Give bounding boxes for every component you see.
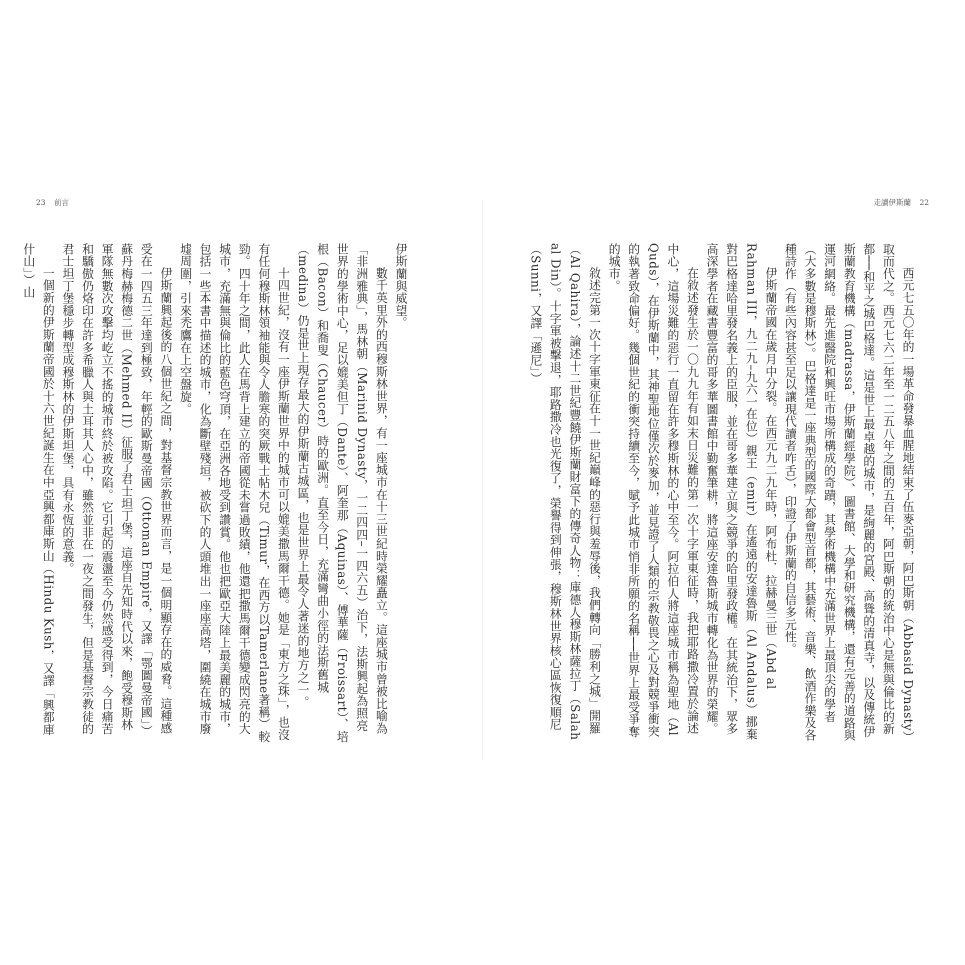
paragraph: 在敘述發生於一〇九九年有如末日災難的第一次十字軍東征時，我把耶路撒冷置於論述中心，這場災難的惡行一直留在許多穆斯林的心中至今。阿拉伯人將這座城市稱為聖地（Al Quds），在伊斯蘭中，其神聖地位僅次於麥加，並見證了人類的宗教敬畏之心及對競爭衝突的執著致命偏好。幾個世紀的衝突持續至今，賦予此城市悄非所願的名稱──世界上最受爭奪的城市。 <box>607 243 700 738</box>
paragraph: 一個新的伊斯蘭帝國於十六世紀誕生在中亞興都庫斯山（Hindu Kush，又譯「興都庫什山」）山 <box>21 243 56 736</box>
paragraph: 西元七五〇年的一場革命發暴血腥地結束了伍麥亞朝，阿巴斯朝（Abbasid Dynasty）取而代之。西元七六二年至一二五八年之間的五百年，阿巴斯朝的統治中心是無與倫比的新都──和平之城巴格達。這是世上最卓越的城市，是絢麗的宮殿、高聳的清真寺，以及傳統伊斯蘭教育機構（madrassa，伊斯蘭經學院）、圖書館、大學和研究機構，還有完善的道路與運河網絡。最先進醫院和興旺市場所構成的奇蹟，其學術機構中充滿世界上最頂尖的學者（大多數是穆斯林）。巴格達是一座典型的國際大都會型首都，其藝術、音樂、飲酒作樂及各種詩作（有些內容甚至足以讓現代讀者咋舌），印證了伊斯蘭的自信多元性。 <box>783 243 915 742</box>
right-page-number: 22 <box>919 198 929 207</box>
left-page-header <box>33 197 72 208</box>
paragraph: 十四世紀，沒有一座伊斯蘭世界中的城市可以媲美撒馬爾干德。她是「東方之珠」，也沒有任何穆斯林領袖能與令人膽寒的突厥戰士帖木兒（Timur，在西方以Tamerlane著稱）較勁。四十年之間，此人在馬背上建立的帝國從未嘗過敗績，他還把撒馬爾干德變成閃亮的大城市，充滿無與倫比的藍色穹頂，在亞洲各地受到讚賞。他也把歐亞大陸上最美麗的城市，包括一些本書中描述的城市，化為斷壁殘垣，被砍下的人頭堆出一座座高塔，圍繞在城市廢墟周圍，引來禿鷹在上空盤旋。 <box>178 243 291 743</box>
left-page-number: 23 <box>36 198 46 207</box>
paragraph: 敘述完第一次十字軍東征在十一世紀巔峰的惡行與羞辱後，我們轉向「勝利之城」開羅（Al Qahira），論述十二世紀豐饒伊斯蘭財富下的傳奇人物：庫德人穆斯林薩拉丁（Salah al Din）。十字軍被擊退，耶路撒冷也光復了，榮譽得到伸張，穆斯林世界核心區恢復順尼（Sunni，又譯「遜尼」） <box>528 243 602 741</box>
left-page-body <box>21 243 410 743</box>
page-gutter <box>482 200 483 760</box>
right-page-header <box>871 197 932 208</box>
right-running-title: 走讀伊斯蘭 <box>873 198 912 207</box>
left-running-title: 前言 <box>53 198 69 207</box>
paragraph: 伊斯蘭興起後的八個世紀之間，對基督宗教世界而言，是一個明顯存在的威脅。這種感受在一四五三年達到極致，年輕的歐斯曼帝國（Ottoman Empire，又譯「鄂圖曼帝國」）蘇丹梅赫梅德二世（Mehmed II）征服了君士坦丁堡，這座自先知時代以來，飽受穆斯林軍隊無數次攻擊均屹立不搖的城市終於被攻陷。它引起的震盪至今仍然感受得到，今日痛苦和驕傲仍烙印在許多希臘人與土耳其人心中，雖然並非在一夜之間發生，但是基督宗教徒的君士坦丁堡穩步轉型成穆斯林的伊斯坦堡，具有永恆的意義。 <box>60 243 173 738</box>
paragraph: 伊斯蘭帝國在歲月中分裂。在西元九二九年時，阿布杜．拉赫曼三世（Abd al Rahman III，九二九–九六一在位）親王（emir）在遙遠的安達魯斯（Al Andalus）挪棄對巴格達哈里發名義上的臣服，並在哥多華建立與之競爭的哈里發政權。在其統治下，眾多高深學者在藏書豐富的哥多華圖書館中勤奮筆耕，將這座安達魯斯城市轉化為世界的榮耀。 <box>705 243 778 741</box>
right-page-body <box>497 243 917 743</box>
paragraph: 數千英里外的西穆斯林世界，有一座城市在十三世紀時榮耀矗立。這座城市曾被比喻為「非洲雅典」，馬林朝（Marinid Dynasty，一二四四–一四六五）治下，法斯興起為照亮世界的學術中心，足以媲美但丁（Dante）、阿奎那（Aquinas）、傅華薩（Froissart）、培根（Bacon）和喬叟（Chaucer）時的歐洲。直至今日，充滿彎曲小徑的法斯舊城（medina）仍是世上現存最大的伊斯蘭古城區，也是世界上最令人著迷的地方之一。 <box>296 243 389 743</box>
paragraph: 伊斯蘭與威望。 <box>394 243 408 330</box>
